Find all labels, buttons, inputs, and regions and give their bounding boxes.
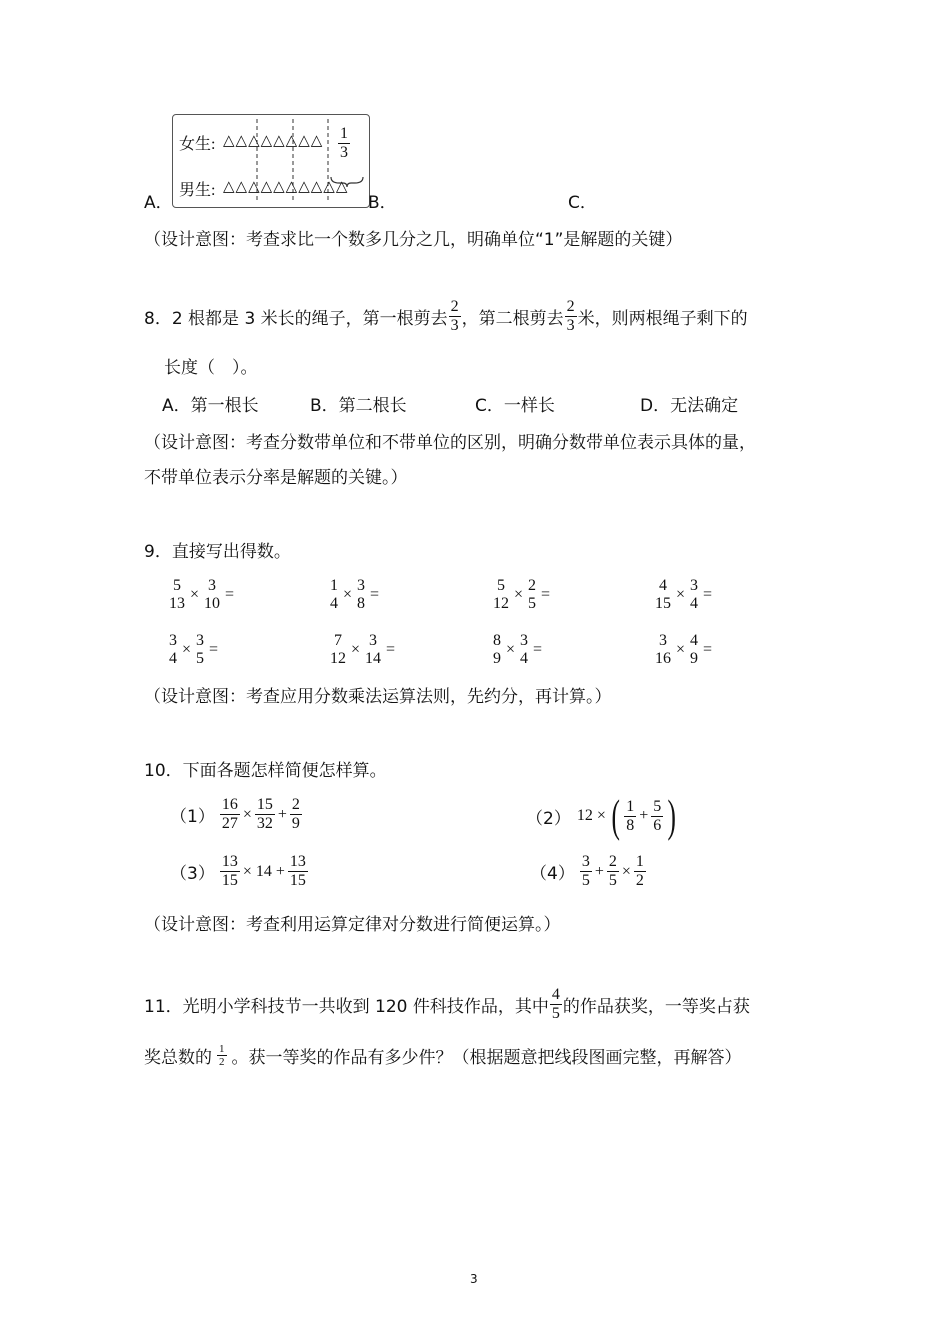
- q9-fraction-b: 3 5: [196, 632, 205, 667]
- q9-problem: [166, 577, 236, 613]
- boys-triangles: △△△△△△△△△△: [223, 179, 349, 195]
- q10-p4-frac-3: $\frac{1}{2}$: [635, 853, 644, 889]
- q8-text-line2: 长度（ ）。: [164, 358, 258, 378]
- q9-fraction-b: 3 10: [204, 577, 221, 612]
- equals-sign: =: [541, 586, 551, 603]
- equals-sign: =: [209, 641, 219, 658]
- q7-option-a: A．: [144, 193, 173, 213]
- q9-fraction-a: 5 12: [493, 577, 509, 612]
- q11-text-4: 。获一等奖的作品有多少件？（根据题意把线段图画完整，再解答）: [231, 1048, 742, 1068]
- q9-problem: [490, 577, 552, 613]
- q8-fraction-2: $\frac{2}{3}$: [566, 298, 575, 334]
- q9-fraction-b: 3 8: [357, 577, 366, 612]
- q9-problem: [327, 577, 381, 613]
- q10-p2-frac-2: $\frac{5}{6}$: [653, 797, 662, 834]
- q10-p3-frac-1: $\frac{13}{15}$: [221, 853, 238, 889]
- q9-fraction-b: 3 4: [690, 577, 699, 612]
- q8-text-3: 米，则两根绳子剩下的: [577, 309, 748, 329]
- times-sign: ×: [190, 586, 200, 603]
- equals-sign: =: [703, 641, 713, 658]
- equals-sign: =: [386, 641, 396, 658]
- q11-question-line2: [144, 1043, 742, 1068]
- q10-problem-2: [526, 790, 680, 841]
- times-sign: ×: [351, 641, 361, 658]
- q8-option-b: B．第二根长: [310, 396, 407, 416]
- page-number: 3: [470, 1272, 478, 1286]
- q9-fraction-b: 4 9: [690, 632, 699, 667]
- q9-fraction-b: 3 4: [520, 632, 529, 667]
- q9-fraction-a: 3 4: [169, 632, 177, 667]
- q10-label-1: （1）: [170, 807, 215, 827]
- right-paren: ): [667, 790, 677, 841]
- q8-fraction-1: $\frac{2}{3}$: [450, 298, 459, 334]
- q11-fraction-1: $\frac{4}{5}$: [551, 986, 560, 1022]
- q9-fraction-a: 7 12: [330, 632, 346, 667]
- q9-problem: [166, 632, 220, 668]
- equals-sign: =: [703, 586, 713, 603]
- q10-p3-frac-2: $\frac{13}{15}$: [289, 853, 306, 889]
- q7-option-b: B．: [368, 193, 397, 213]
- times-sign: ×: [343, 586, 353, 603]
- equals-sign: =: [533, 641, 543, 658]
- q8-text-1: 8．2 根都是 3 米长的绳子，第一根剪去: [144, 309, 448, 329]
- q9-problem: [652, 632, 714, 668]
- q10-p4-frac-1: $\frac{3}{5}$: [581, 853, 590, 889]
- q10-label-3: （3）: [170, 864, 215, 884]
- q11-question-line1: [144, 986, 750, 1023]
- equals-sign: =: [370, 586, 380, 603]
- q11-fraction-2: $\frac{1}{2}$: [219, 1043, 225, 1068]
- times-sign: ×: [242, 805, 252, 823]
- q7-option-c: C．: [568, 193, 597, 213]
- times-sign: ×: [676, 586, 686, 603]
- diagram-fraction: $\frac{1}{3}$: [340, 125, 348, 161]
- plus-sign: +: [277, 805, 287, 823]
- q9-problem: [490, 632, 544, 668]
- times-sign: ×: [242, 862, 252, 880]
- ratio-diagram: [172, 114, 370, 208]
- left-paren: (: [611, 790, 620, 841]
- plus-sign: +: [639, 807, 649, 824]
- q8-design-note-2: 不带单位表示分率是解题的关键。）: [144, 468, 408, 488]
- q8-design-note-1: （设计意图：考查分数带单位和不带单位的区别，明确分数带单位表示具体的量，: [144, 433, 756, 453]
- q11-text-3: 奖总数的: [144, 1048, 212, 1068]
- q10-p1-frac-3: $\frac{2}{9}$: [291, 796, 300, 832]
- boys-label: 男生:: [179, 182, 216, 199]
- times-sign: ×: [676, 641, 686, 658]
- q10-label-4: （4）: [530, 864, 575, 884]
- q10-title: 10．下面各题怎样简便怎样算。: [144, 761, 387, 781]
- q9-fraction-a: 1 4: [330, 577, 338, 612]
- q8-question: [144, 298, 748, 335]
- plus-sign: +: [594, 862, 604, 880]
- times-sign: ×: [506, 641, 516, 658]
- q10-problem-1: [170, 796, 303, 833]
- q8-option-c: C．一样长: [475, 396, 555, 416]
- q9-problem: [652, 577, 714, 613]
- q8-option-a: A．第一根长: [162, 396, 259, 416]
- q10-design-note: （设计意图：考查利用运算定律对分数进行简便运算。）: [144, 915, 561, 935]
- q11-text-2: 的作品获奖，一等奖占获: [562, 997, 750, 1017]
- q9-fraction-a: 8 9: [493, 632, 501, 667]
- q10-p4-frac-2: $\frac{2}{5}$: [608, 853, 617, 889]
- q10-p2-frac-1: $\frac{1}{8}$: [626, 797, 635, 834]
- q10-problem-3: [170, 853, 309, 890]
- girls-triangles: △△△△△△△△: [223, 133, 324, 149]
- q8-option-d: D．无法确定: [640, 396, 739, 416]
- plus-sign: +: [275, 862, 285, 880]
- times-sign: ×: [596, 807, 606, 824]
- q8-text-2: ，第二根剪去: [461, 309, 564, 329]
- q10-p3-mid: 14: [255, 862, 272, 880]
- q9-fraction-a: 4 15: [655, 577, 671, 612]
- times-sign: ×: [182, 641, 192, 658]
- q9-title: 9．直接写出得数。: [144, 542, 291, 562]
- q9-problem: [327, 632, 397, 668]
- q10-p2-whole: 12: [576, 807, 593, 824]
- q10-p1-frac-2: $\frac{15}{32}$: [256, 796, 273, 832]
- q9-fraction-b: 3 14: [365, 632, 382, 667]
- girls-label: 女生:: [179, 136, 216, 153]
- times-sign: ×: [621, 862, 631, 880]
- equals-sign: =: [225, 586, 235, 603]
- q10-label-2: （2）: [526, 808, 571, 829]
- q9-fraction-a: 5 13: [169, 577, 185, 612]
- q9-fraction-a: 3 16: [655, 632, 671, 667]
- q7-design-note: （设计意图：考查求比一个数多几分之几，明确单位“1”是解题的关键）: [144, 230, 683, 250]
- q11-text-1: 11．光明小学科技节一共收到 120 件科技作品，其中: [144, 997, 549, 1017]
- times-sign: ×: [514, 586, 524, 603]
- q10-problem-4: [530, 853, 647, 890]
- q9-fraction-b: 2 5: [528, 577, 537, 612]
- q10-p1-frac-1: $\frac{16}{27}$: [221, 796, 238, 832]
- q9-design-note: （设计意图：考查应用分数乘法运算法则，先约分，再计算。）: [144, 687, 612, 707]
